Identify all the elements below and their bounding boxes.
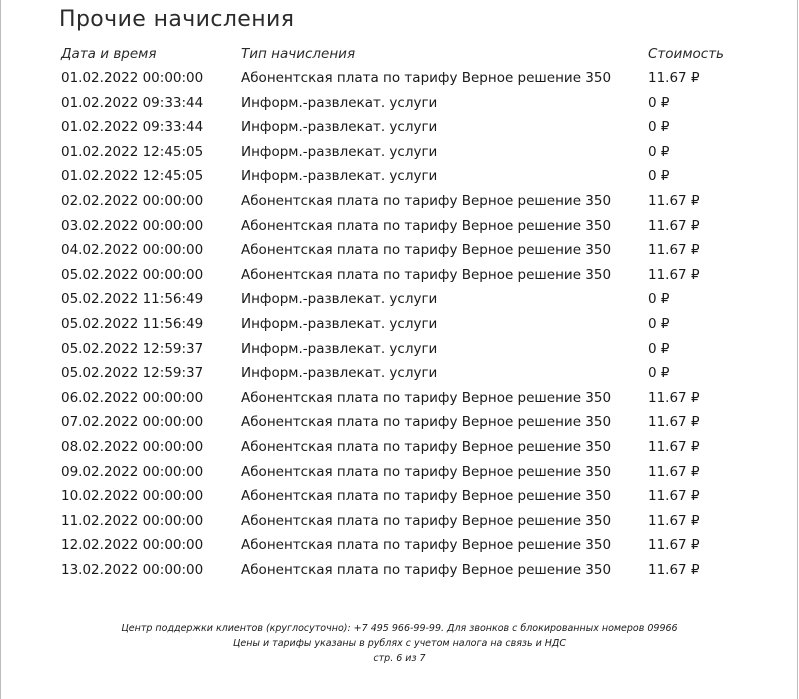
cell-cost: 0 ₽: [648, 94, 670, 111]
table-row: [61, 190, 761, 215]
cell-cost: 0 ₽: [648, 315, 670, 332]
table-row: [61, 67, 761, 92]
cell-type: Абонентская плата по тарифу Верное решение 350: [241, 70, 612, 86]
cell-cost: 11.67 ₽: [648, 512, 700, 529]
cell-date: 05.02.2022 11:56:49: [61, 291, 204, 308]
cell-type: Абонентская плата по тарифу Верное решение 350: [241, 438, 612, 455]
cell-date: 01.02.2022 09:33:44: [61, 94, 204, 111]
cell-cost: 11.67 ₽: [648, 488, 700, 505]
cell-cost: 11.67 ₽: [648, 414, 700, 431]
cell-type: Информ.-развлекат. услуги: [241, 94, 438, 111]
cell-type: Информ.-развлекат. услуги: [241, 119, 438, 136]
table-row: [61, 387, 761, 412]
cell-type: Абонентская плата по тарифу Верное решение 350: [241, 512, 612, 529]
page-footer: [0, 621, 799, 666]
table-row: [61, 485, 761, 510]
table-body: [61, 67, 761, 583]
table-row: [61, 165, 761, 190]
cell-date: 12.02.2022 00:00:00: [61, 537, 204, 554]
cell-type: Информ.-развлекат. услуги: [241, 365, 438, 382]
cell-cost: 11.67 ₽: [648, 70, 700, 86]
cell-date: 01.02.2022 09:33:44: [61, 119, 204, 136]
cell-cost: 11.67 ₽: [648, 217, 700, 234]
table-header: [61, 43, 761, 67]
table-row: [61, 313, 761, 338]
table-row: [61, 510, 761, 535]
cell-date: 05.02.2022 00:00:00: [61, 266, 204, 283]
cell-date: 11.02.2022 00:00:00: [61, 512, 204, 529]
cell-cost: 11.67 ₽: [648, 438, 700, 455]
cell-cost: 11.67 ₽: [648, 266, 700, 283]
table-row: [61, 215, 761, 240]
cell-type: Абонентская плата по тарифу Верное решение 350: [241, 414, 612, 431]
table-row: [61, 338, 761, 363]
table-row: [61, 362, 761, 387]
section-title: Прочие начисления: [59, 7, 295, 32]
cell-type: Информ.-развлекат. услуги: [241, 291, 438, 308]
page-border-right: [797, 0, 798, 699]
cell-cost: 11.67 ₽: [648, 537, 700, 554]
footer-page-number: стр. 6 из 7: [373, 653, 426, 664]
table-row: [61, 288, 761, 313]
cell-date: 08.02.2022 00:00:00: [61, 438, 204, 455]
cell-date: 01.02.2022 00:00:00: [61, 70, 204, 86]
cell-date: 07.02.2022 00:00:00: [61, 414, 204, 431]
table-row: [61, 141, 761, 166]
header-type: Тип начисления: [241, 46, 356, 62]
cell-cost: 0 ₽: [648, 340, 670, 357]
cell-date: 02.02.2022 00:00:00: [61, 192, 204, 209]
cell-cost: 0 ₽: [648, 143, 670, 160]
table-row: [61, 116, 761, 141]
cell-date: 10.02.2022 00:00:00: [61, 488, 204, 505]
cell-cost: 11.67 ₽: [648, 463, 700, 480]
table-row: [61, 559, 761, 584]
cell-type: Абонентская плата по тарифу Верное решение 350: [241, 192, 612, 209]
table-row: [61, 239, 761, 264]
cell-date: 09.02.2022 00:00:00: [61, 463, 204, 480]
cell-date: 01.02.2022 12:45:05: [61, 143, 204, 160]
table-row: [61, 264, 761, 289]
cell-type: Абонентская плата по тарифу Верное решение 350: [241, 242, 612, 259]
cell-cost: 11.67 ₽: [648, 242, 700, 259]
charges-table: [61, 43, 761, 583]
footer-support-line: Центр поддержки клиентов (круглосуточно): +7 495 966-99-99. Для звонков с блокированных номеров 09966: [121, 623, 678, 634]
cell-type: Абонентская плата по тарифу Верное решение 350: [241, 266, 612, 283]
table-row: [61, 461, 761, 486]
cell-type: Абонентская плата по тарифу Верное решение 350: [241, 217, 612, 234]
cell-date: 05.02.2022 11:56:49: [61, 315, 204, 332]
table-row: [61, 411, 761, 436]
cell-cost: 0 ₽: [648, 168, 670, 185]
table-row: [61, 436, 761, 461]
cell-type: Информ.-развлекат. услуги: [241, 315, 438, 332]
cell-date: 13.02.2022 00:00:00: [61, 561, 204, 578]
cell-cost: 11.67 ₽: [648, 192, 700, 209]
cell-date: 05.02.2022 12:59:37: [61, 340, 204, 357]
cell-type: Информ.-развлекат. услуги: [241, 143, 438, 160]
cell-type: Абонентская плата по тарифу Верное решение 350: [241, 537, 612, 554]
header-date: Дата и время: [61, 46, 157, 62]
cell-date: 01.02.2022 12:45:05: [61, 168, 204, 185]
table-row: [61, 92, 761, 117]
cell-type: Абонентская плата по тарифу Верное решение 350: [241, 389, 612, 406]
table-row: [61, 534, 761, 559]
cell-type: Абонентская плата по тарифу Верное решение 350: [241, 488, 612, 505]
cell-date: 06.02.2022 00:00:00: [61, 389, 204, 406]
cell-date: 04.02.2022 00:00:00: [61, 242, 204, 259]
cell-type: Информ.-развлекат. услуги: [241, 340, 438, 357]
footer-tax-note: Цены и тарифы указаны в рублях с учетом налога на связь и НДС: [233, 638, 566, 649]
cell-cost: 11.67 ₽: [648, 561, 700, 578]
page-border-left: [0, 0, 1, 699]
cell-cost: 0 ₽: [648, 119, 670, 136]
cell-cost: 11.67 ₽: [648, 389, 700, 406]
header-cost: Стоимость: [648, 46, 725, 62]
cell-cost: 0 ₽: [648, 365, 670, 382]
cell-type: Абонентская плата по тарифу Верное решение 350: [241, 561, 612, 578]
cell-cost: 0 ₽: [648, 291, 670, 308]
cell-date: 05.02.2022 12:59:37: [61, 365, 204, 382]
cell-type: Абонентская плата по тарифу Верное решение 350: [241, 463, 612, 480]
cell-date: 03.02.2022 00:00:00: [61, 217, 204, 234]
cell-type: Информ.-развлекат. услуги: [241, 168, 438, 185]
